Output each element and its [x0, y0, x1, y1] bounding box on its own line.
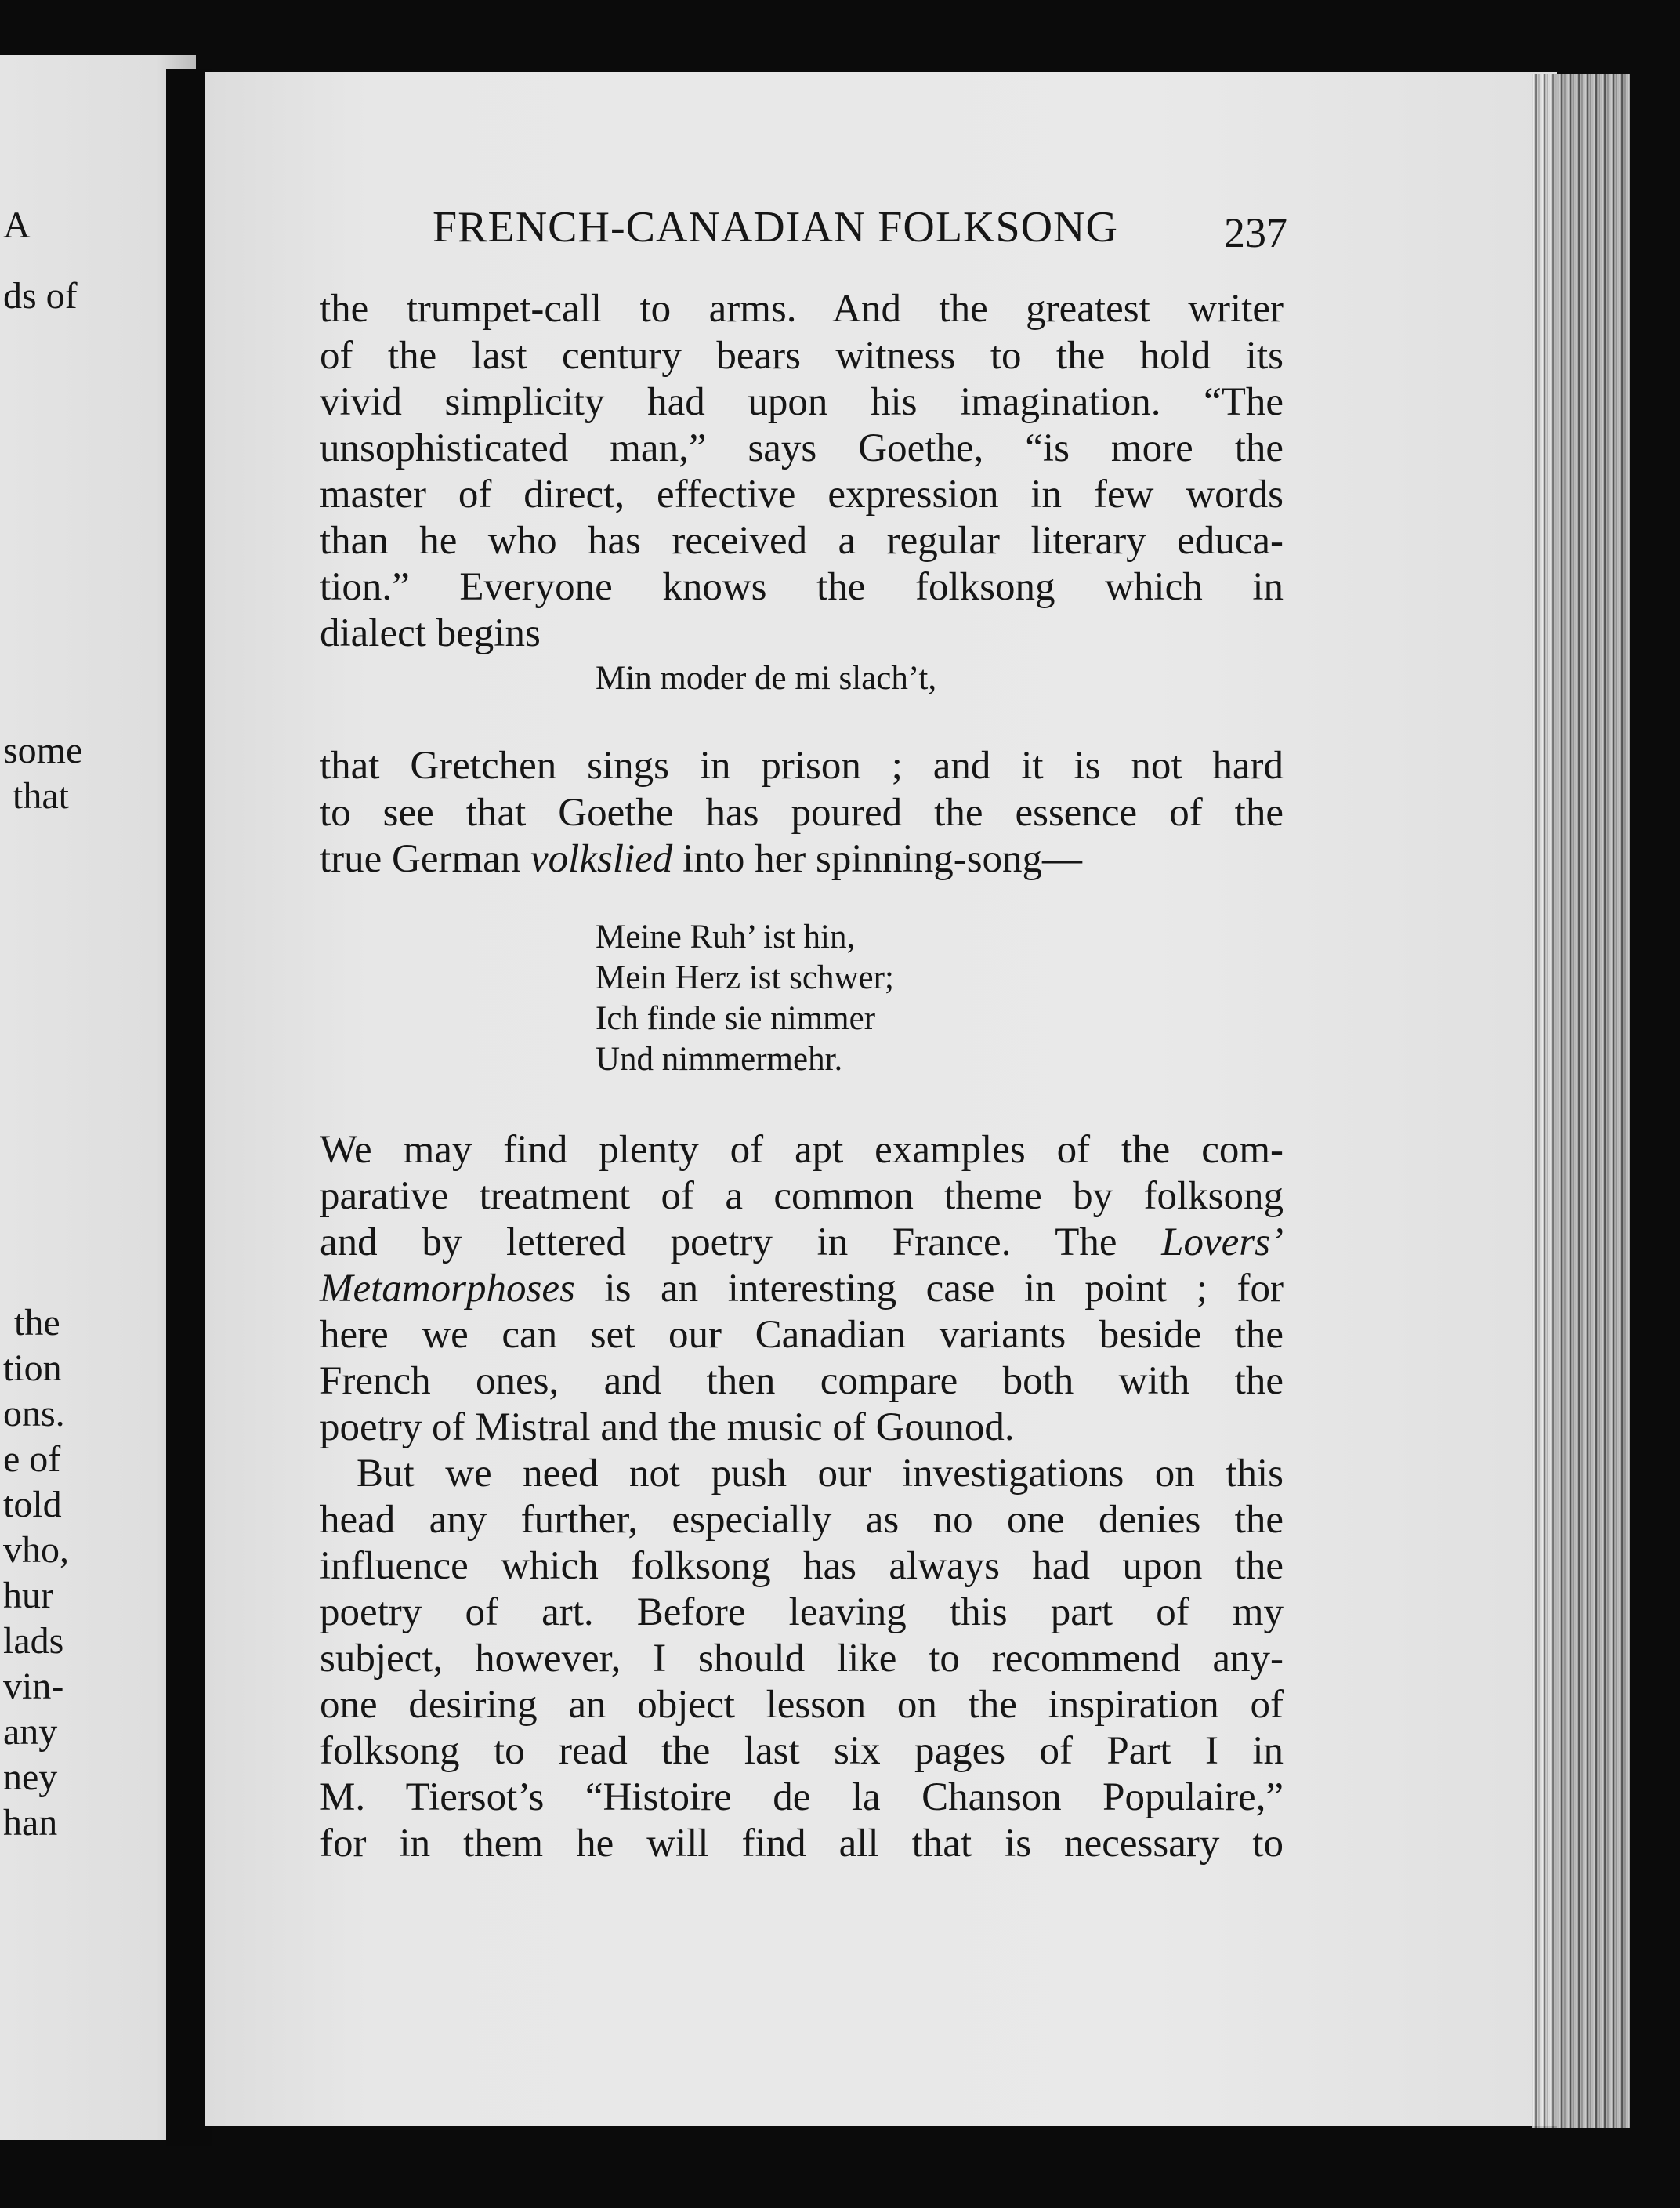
italic-word: volkslied: [530, 837, 673, 881]
left-page-fragment: vho,: [3, 1529, 69, 1571]
text-line: the trumpet-call to arms. And the greatest writer: [320, 287, 1284, 331]
text-line: here we can set our Canadian variants beside the: [320, 1313, 1284, 1357]
verse-line: Und nimmermehr.: [596, 1041, 843, 1078]
running-title: FRENCH-CANADIAN FOLKSONG: [433, 203, 1118, 252]
text-line: vivid simplicity had upon his imagination. “The: [320, 380, 1284, 424]
left-page-fragment: that: [13, 775, 69, 817]
italic-title: Lovers’: [1161, 1220, 1284, 1264]
text-line: dialect begins: [320, 611, 541, 655]
text-line: folksong to read the last six pages of Part I in: [320, 1729, 1284, 1773]
text-line: We may find plenty of apt examples of the com-: [320, 1128, 1284, 1172]
text-line: influence which folksong has always had upon the: [320, 1544, 1284, 1588]
text-line: parative treatment of a common theme by folksong: [320, 1174, 1284, 1218]
text-line: [320, 1220, 1284, 1265]
text-line: [320, 836, 1082, 882]
text-line: tion.” Everyone knows the folksong which in: [320, 565, 1284, 609]
verse-line: Meine Ruh’ ist hin,: [596, 919, 856, 955]
text-line: [320, 1266, 1284, 1311]
left-page-fragment: vin-: [3, 1666, 64, 1707]
italic-title: Metamorphoses: [320, 1267, 575, 1311]
left-page-fragment: ds of: [3, 275, 78, 317]
left-page-fragment: lads: [3, 1620, 64, 1662]
text-span: into her spinning-song—: [672, 837, 1083, 881]
text-line: to see that Goethe has poured the essence of the: [320, 791, 1284, 835]
left-page-fragment: tion: [3, 1347, 62, 1389]
left-page-fragment: told: [3, 1484, 62, 1525]
verse-line: Ich finde sie nimmer: [596, 1000, 876, 1037]
left-page-fragment: e of: [3, 1438, 61, 1480]
text-span: and by lettered poetry in France. The: [320, 1220, 1162, 1264]
background-edge: [1630, 63, 1680, 2148]
left-page-fragment: some: [3, 730, 83, 771]
text-line: poetry of Mistral and the music of Gounod.: [320, 1405, 1015, 1449]
left-page-fragment: the: [14, 1302, 60, 1343]
text-line: M. Tiersot’s “Histoire de la Chanson Populaire,”: [320, 1775, 1284, 1819]
text-line: one desiring an object lesson on the inspiration of: [320, 1683, 1284, 1727]
text-line: poetry of art. Before leaving this part of my: [320, 1590, 1284, 1634]
text-line: But we need not push our investigations on this: [357, 1452, 1284, 1496]
text-line: of the last century bears witness to the hold its: [320, 334, 1284, 378]
left-page-fragment: han: [3, 1802, 58, 1844]
text-span: true German: [320, 837, 531, 881]
text-line: head any further, especially as no one denies the: [320, 1498, 1284, 1542]
text-line: French ones, and then compare both with the: [320, 1359, 1284, 1403]
left-page-fragment: any: [3, 1711, 58, 1753]
text-line: than he who has received a regular literary educa-: [320, 519, 1284, 563]
quoted-verse-line: Min moder de mi slach’t,: [596, 660, 937, 697]
text-span: is an interesting case in point ; for: [574, 1267, 1284, 1311]
verse-line: Mein Herz ist schwer;: [596, 959, 894, 996]
left-page-fragment: ney: [3, 1757, 58, 1798]
left-page-fragment: A: [3, 205, 31, 246]
page-number: 237: [1224, 209, 1287, 256]
text-line: subject, however, I should like to recommend any-: [320, 1637, 1284, 1680]
text-line: unsophisticated man,” says Goethe, “is more the: [320, 426, 1284, 470]
left-page-fragment: ons.: [3, 1393, 65, 1434]
text-line: for in them he will find all that is necessary to: [320, 1822, 1284, 1865]
text-line: that Gretchen sings in prison ; and it is not hard: [320, 744, 1284, 788]
left-page-fragment: hur: [3, 1575, 53, 1616]
text-line: master of direct, effective expression in few words: [320, 473, 1284, 517]
